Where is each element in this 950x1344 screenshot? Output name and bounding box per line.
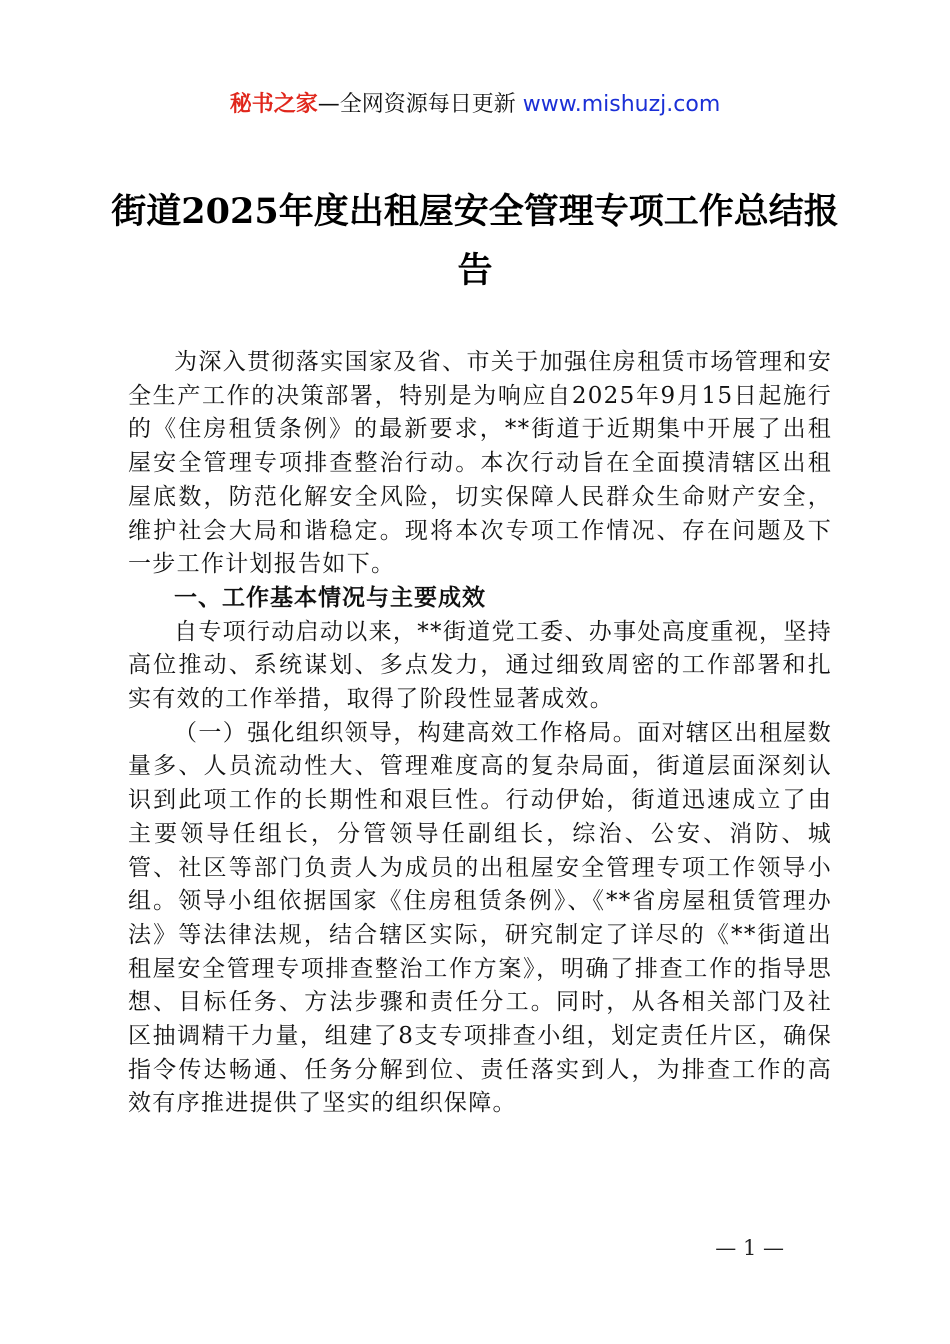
brand-name: 秘书之家 bbox=[229, 92, 318, 117]
section-heading: 一、工作基本情况与主要成效 bbox=[174, 584, 486, 611]
document-title: 街道2025年度出租屋安全管理专项工作总结报告 bbox=[111, 191, 839, 291]
site-banner bbox=[0, 88, 950, 122]
intro-paragraph: 为深入贯彻落实国家及省、市关于加强住房租赁市场管理和安全生产工作的决策部署，特别是为响应自2025年9月15日起施行的《住房租赁条例》的最新要求，**街道于近期集中开展了出租屋安全管理专项排查整治行动。本次行动旨在全面摸清辖区出租屋底数，防范化解安全风险，切实保障人民群众生命财产安全，维护社会大局和谐稳定。现将本次专项工作情况、存在问题及下一步工作计划报告如下。 bbox=[128, 349, 832, 578]
site-url: www.mishuzj.com bbox=[522, 92, 721, 117]
banner-tagline: —全网资源每日更新 bbox=[317, 92, 523, 117]
document-body bbox=[128, 346, 832, 1121]
page-number: — 1 — bbox=[715, 1236, 784, 1260]
body-paragraph: 自专项行动启动以来，**街道党工委、办事处高度重视，坚持高位推动、系统谋划、多点发力，通过细致周密的工作部署和扎实有效的工作举措，取得了阶段性显著成效。 bbox=[128, 618, 832, 713]
body-paragraph: （一）强化组织领导，构建高效工作格局。面对辖区出租屋数量多、人员流动性大、管理难度高的复杂局面，街道层面深刻认识到此项工作的长期性和艰巨性。行动伊始，街道迅速成立了由主要领导任组长，分管领导任副组长，综治、公安、消防、城管、社区等部门负责人为成员的出租屋安全管理专项工作领导小组。领导小组依据国家《住房租赁条例》、《**省房屋租赁管理办法》等法律法规，结合辖区实际，研究制定了详尽的《**街道出租屋安全管理专项排查整治工作方案》，明确了排查工作的指导思想、目标任务、方法步骤和责任分工。同时，从各相关部门及社区抽调精干力量，组建了8支专项排查小组，划定责任片区，确保指令传达畅通、任务分解到位、责任落实到人，为排查工作的高效有序推进提供了坚实的组织保障。 bbox=[128, 719, 832, 1117]
